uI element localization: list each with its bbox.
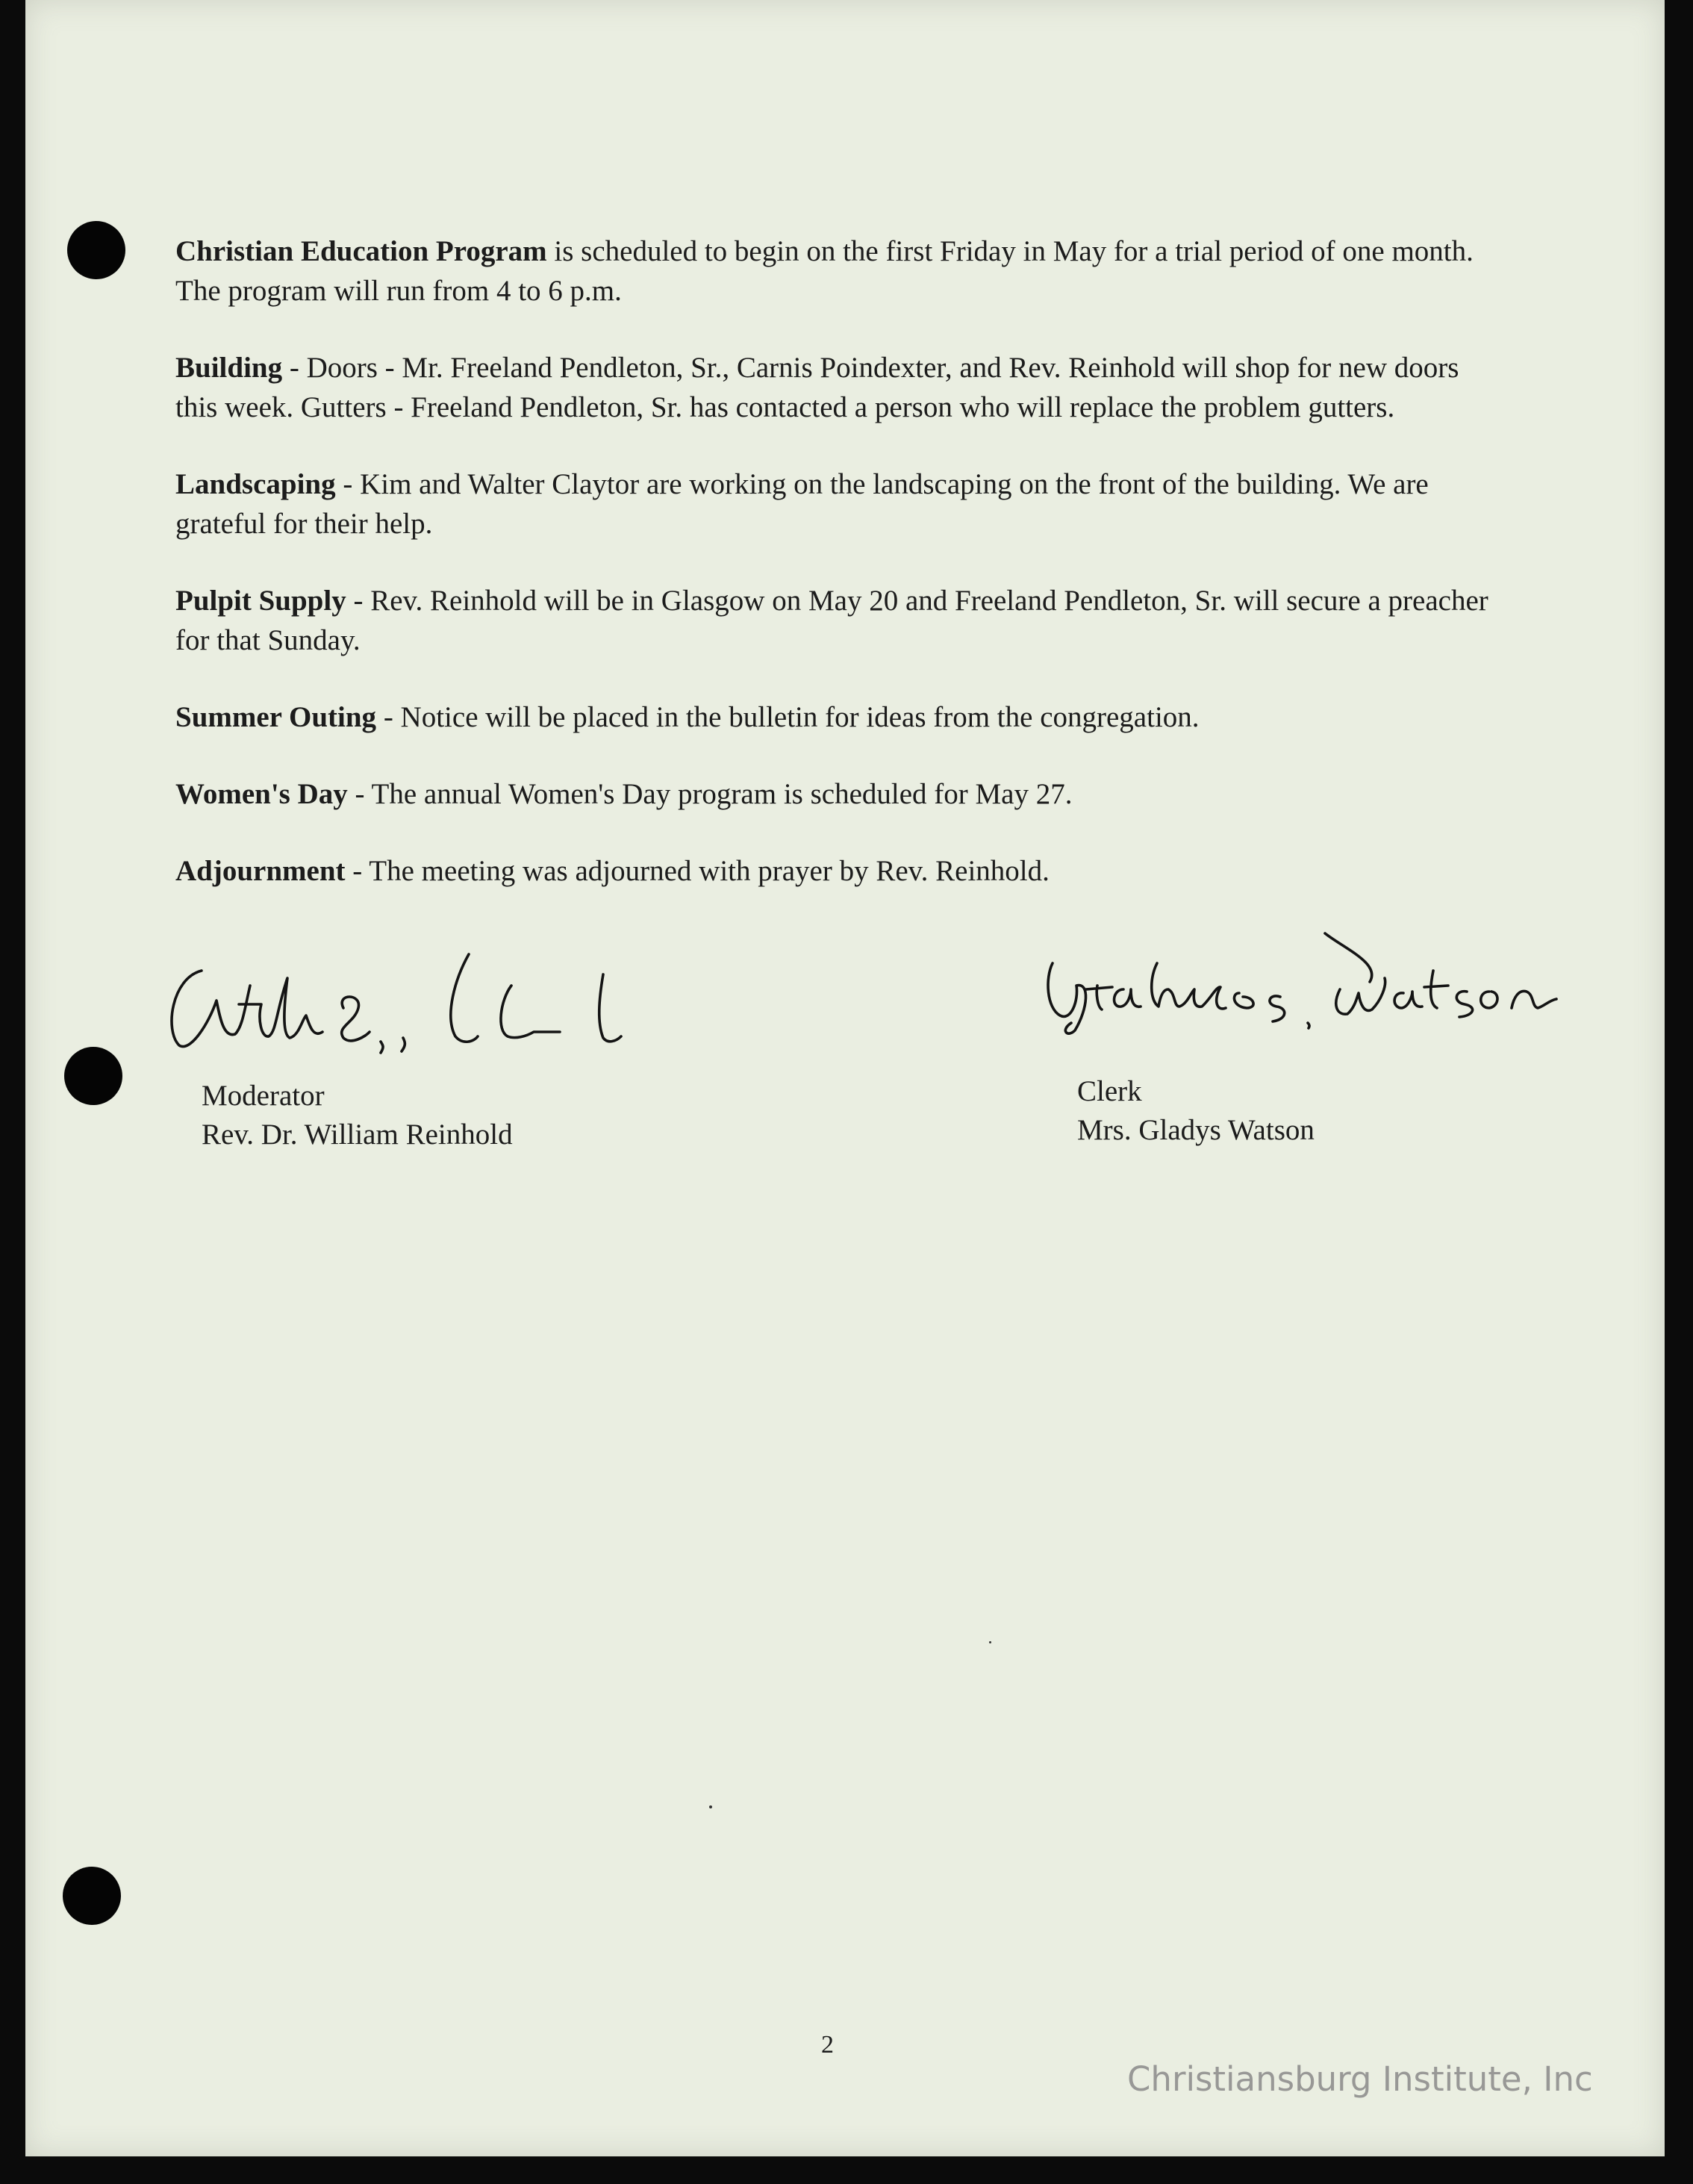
minutes-body <box>175 231 1489 928</box>
paragraph-heading: Adjournment <box>175 855 346 887</box>
paper-speck <box>989 1641 991 1643</box>
paragraph-womens-day <box>175 774 1489 814</box>
watermark: Christiansburg Institute, Inc <box>1127 2059 1593 2099</box>
moderator-role: Moderator <box>202 1080 325 1112</box>
page-number: 2 <box>821 2031 834 2059</box>
paragraph-pulpit-supply <box>175 581 1489 660</box>
paragraph-heading: Building <box>175 352 283 384</box>
paragraph-heading: Landscaping <box>175 468 336 500</box>
paragraph-text: - The meeting was adjourned with prayer by Rev. Reinhold. <box>345 855 1050 887</box>
punch-hole-bottom <box>63 1867 121 1925</box>
moderator-block <box>202 1077 513 1154</box>
paragraph-heading: Pulpit Supply <box>175 585 346 617</box>
punch-hole-middle <box>64 1047 122 1105</box>
paragraph-text: - The annual Women's Day program is scheduled for May 27. <box>347 778 1073 810</box>
paragraph-landscaping <box>175 464 1489 544</box>
paragraph-heading: Christian Education Program <box>175 235 547 267</box>
moderator-signature-icon <box>157 948 635 1068</box>
moderator-name: Rev. Dr. William Reinhold <box>202 1119 513 1151</box>
paragraph-christian-education <box>175 231 1489 311</box>
clerk-name: Mrs. Gladys Watson <box>1077 1114 1315 1146</box>
paragraph-text: - Rev. Reinhold will be in Glasgow on May 20 and Freeland Pendleton, Sr. will secure a preacher for that Sunday. <box>175 585 1488 656</box>
paper-speck <box>709 1805 712 1808</box>
paragraph-heading: Summer Outing <box>175 701 377 733</box>
paragraph-adjournment <box>175 851 1489 891</box>
paragraph-building <box>175 348 1489 427</box>
clerk-signature-icon <box>1030 918 1568 1038</box>
punch-hole-top <box>67 221 125 279</box>
paragraph-summer-outing <box>175 697 1489 737</box>
paragraph-text: is scheduled to begin on the first Friday in May for a trial period of one month. The program will run from 4 to 6 p.m. <box>175 235 1474 307</box>
paragraph-text: - Kim and Walter Claytor are working on the landscaping on the front of the building. We are grateful for their help. <box>175 468 1429 540</box>
clerk-role: Clerk <box>1077 1075 1142 1107</box>
paragraph-heading: Women's Day <box>175 778 348 810</box>
clerk-block <box>1077 1072 1315 1150</box>
paragraph-text: - Doors - Mr. Freeland Pendleton, Sr., Carnis Poindexter, and Rev. Reinhold will shop for new doors this week. Gutters - Freeland Pendleton, Sr. has contacted a person who will replace the problem gutters. <box>175 352 1459 423</box>
paragraph-text: - Notice will be placed in the bulletin for ideas from the congregation. <box>376 701 1200 733</box>
